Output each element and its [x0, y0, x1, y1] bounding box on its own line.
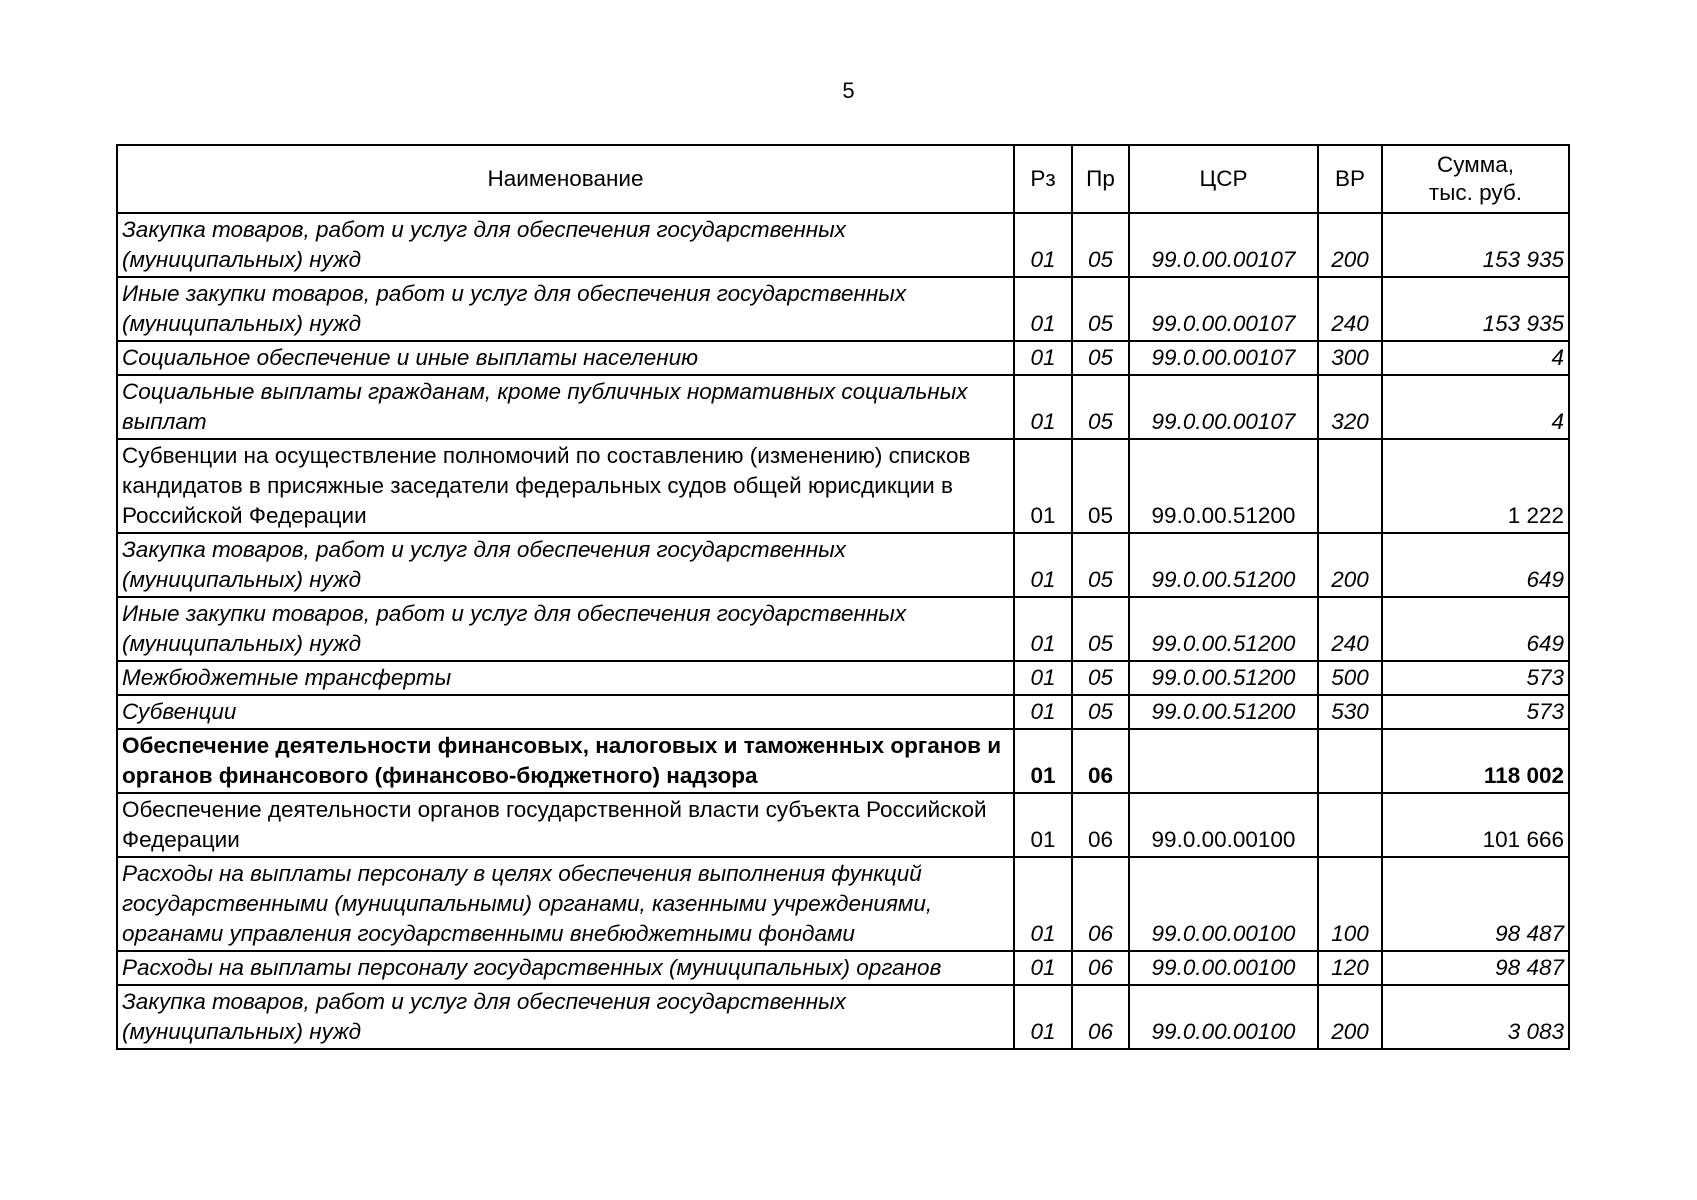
cell-pr: 05: [1072, 341, 1129, 375]
cell-pr: 05: [1072, 439, 1129, 533]
table-header-row: [117, 145, 1569, 213]
table-row: [117, 951, 1569, 985]
cell-name: Расходы на выплаты персоналу государственных (муниципальных) органов: [117, 951, 1014, 985]
cell-sum: 4: [1382, 375, 1569, 439]
header-sum: [1382, 145, 1569, 213]
header-sum-line1: Сумма,: [1437, 152, 1514, 177]
cell-vr: 100: [1318, 857, 1382, 951]
cell-name: Социальное обеспечение и иные выплаты населению: [117, 341, 1014, 375]
cell-rz: 01: [1014, 597, 1072, 661]
cell-sum: 573: [1382, 661, 1569, 695]
cell-vr: [1318, 439, 1382, 533]
cell-rz: 01: [1014, 729, 1072, 793]
cell-vr: 200: [1318, 985, 1382, 1049]
table-row: [117, 341, 1569, 375]
cell-vr: 320: [1318, 375, 1382, 439]
cell-rz: 01: [1014, 857, 1072, 951]
table-row: [117, 857, 1569, 951]
cell-csr: [1129, 729, 1318, 793]
table-row: [117, 213, 1569, 277]
cell-csr: 99.0.00.00100: [1129, 793, 1318, 857]
cell-sum: 98 487: [1382, 951, 1569, 985]
cell-name: Межбюджетные трансферты: [117, 661, 1014, 695]
cell-sum: 98 487: [1382, 857, 1569, 951]
budget-table: [116, 144, 1570, 1050]
cell-pr: 06: [1072, 951, 1129, 985]
table-row: [117, 661, 1569, 695]
table-row: [117, 729, 1569, 793]
table-row: [117, 695, 1569, 729]
cell-sum: 153 935: [1382, 277, 1569, 341]
table-row: [117, 793, 1569, 857]
cell-rz: 01: [1014, 375, 1072, 439]
cell-sum: 573: [1382, 695, 1569, 729]
cell-vr: 200: [1318, 213, 1382, 277]
cell-pr: 06: [1072, 793, 1129, 857]
cell-rz: 01: [1014, 213, 1072, 277]
cell-csr: 99.0.00.51200: [1129, 439, 1318, 533]
table-row: [117, 533, 1569, 597]
table-body: [117, 213, 1569, 1049]
cell-name: Субвенции на осуществление полномочий по составлению (изменению) списков кандидатов в присяжные заседатели федеральных судов общей юрисдикции в Российской Федерации: [117, 439, 1014, 533]
cell-name: Закупка товаров, работ и услуг для обеспечения государственных (муниципальных) нужд: [117, 985, 1014, 1049]
cell-csr: 99.0.00.51200: [1129, 597, 1318, 661]
cell-name: Иные закупки товаров, работ и услуг для обеспечения государственных (муниципальных) нужд: [117, 597, 1014, 661]
header-csr: ЦСР: [1129, 145, 1318, 213]
cell-rz: 01: [1014, 341, 1072, 375]
cell-csr: 99.0.00.00107: [1129, 277, 1318, 341]
cell-name: Обеспечение деятельности органов государственной власти субъекта Российской Федерации: [117, 793, 1014, 857]
cell-vr: 200: [1318, 533, 1382, 597]
cell-rz: 01: [1014, 951, 1072, 985]
cell-csr: 99.0.00.00107: [1129, 213, 1318, 277]
cell-name: Закупка товаров, работ и услуг для обеспечения государственных (муниципальных) нужд: [117, 533, 1014, 597]
cell-vr: 240: [1318, 597, 1382, 661]
cell-sum: 101 666: [1382, 793, 1569, 857]
cell-rz: 01: [1014, 439, 1072, 533]
cell-sum: 4: [1382, 341, 1569, 375]
cell-rz: 01: [1014, 985, 1072, 1049]
cell-pr: 05: [1072, 277, 1129, 341]
cell-name: Расходы на выплаты персоналу в целях обеспечения выполнения функций государственными (муниципальными) органами, казенными учреждениями, органами управления государственными внебюджетными фондами: [117, 857, 1014, 951]
header-rz: Рз: [1014, 145, 1072, 213]
cell-vr: [1318, 793, 1382, 857]
table-row: [117, 985, 1569, 1049]
cell-pr: 05: [1072, 213, 1129, 277]
cell-sum: 649: [1382, 597, 1569, 661]
cell-csr: 99.0.00.00100: [1129, 985, 1318, 1049]
cell-pr: 06: [1072, 857, 1129, 951]
cell-csr: 99.0.00.51200: [1129, 533, 1318, 597]
cell-sum: 153 935: [1382, 213, 1569, 277]
cell-vr: 240: [1318, 277, 1382, 341]
cell-sum: 649: [1382, 533, 1569, 597]
cell-sum: 3 083: [1382, 985, 1569, 1049]
cell-vr: 300: [1318, 341, 1382, 375]
table-row: [117, 597, 1569, 661]
cell-rz: 01: [1014, 695, 1072, 729]
cell-vr: 500: [1318, 661, 1382, 695]
cell-pr: 05: [1072, 533, 1129, 597]
cell-name: Обеспечение деятельности финансовых, налоговых и таможенных органов и органов финансового (финансово-бюджетного) надзора: [117, 729, 1014, 793]
cell-pr: 05: [1072, 661, 1129, 695]
cell-name: Закупка товаров, работ и услуг для обеспечения государственных (муниципальных) нужд: [117, 213, 1014, 277]
cell-vr: [1318, 729, 1382, 793]
cell-name: Социальные выплаты гражданам, кроме публичных нормативных социальных выплат: [117, 375, 1014, 439]
table-row: [117, 439, 1569, 533]
cell-pr: 05: [1072, 597, 1129, 661]
table-row: [117, 277, 1569, 341]
cell-name: Иные закупки товаров, работ и услуг для обеспечения государственных (муниципальных) нужд: [117, 277, 1014, 341]
cell-csr: 99.0.00.51200: [1129, 661, 1318, 695]
table-row: [117, 375, 1569, 439]
cell-sum: 1 222: [1382, 439, 1569, 533]
cell-pr: 05: [1072, 375, 1129, 439]
header-sum-line2: тыс. руб.: [1428, 180, 1523, 205]
cell-pr: 06: [1072, 985, 1129, 1049]
page-number: 5: [842, 78, 855, 103]
cell-vr: 530: [1318, 695, 1382, 729]
cell-rz: 01: [1014, 277, 1072, 341]
cell-csr: 99.0.00.00100: [1129, 951, 1318, 985]
cell-rz: 01: [1014, 793, 1072, 857]
cell-sum: 118 002: [1382, 729, 1569, 793]
cell-rz: 01: [1014, 661, 1072, 695]
cell-csr: 99.0.00.51200: [1129, 695, 1318, 729]
cell-pr: 05: [1072, 695, 1129, 729]
header-vr: ВР: [1318, 145, 1382, 213]
cell-pr: 06: [1072, 729, 1129, 793]
cell-csr: 99.0.00.00100: [1129, 857, 1318, 951]
cell-name: Субвенции: [117, 695, 1014, 729]
cell-csr: 99.0.00.00107: [1129, 341, 1318, 375]
header-pr: Пр: [1072, 145, 1129, 213]
cell-vr: 120: [1318, 951, 1382, 985]
header-name: Наименование: [117, 145, 1014, 213]
cell-rz: 01: [1014, 533, 1072, 597]
cell-csr: 99.0.00.00107: [1129, 375, 1318, 439]
